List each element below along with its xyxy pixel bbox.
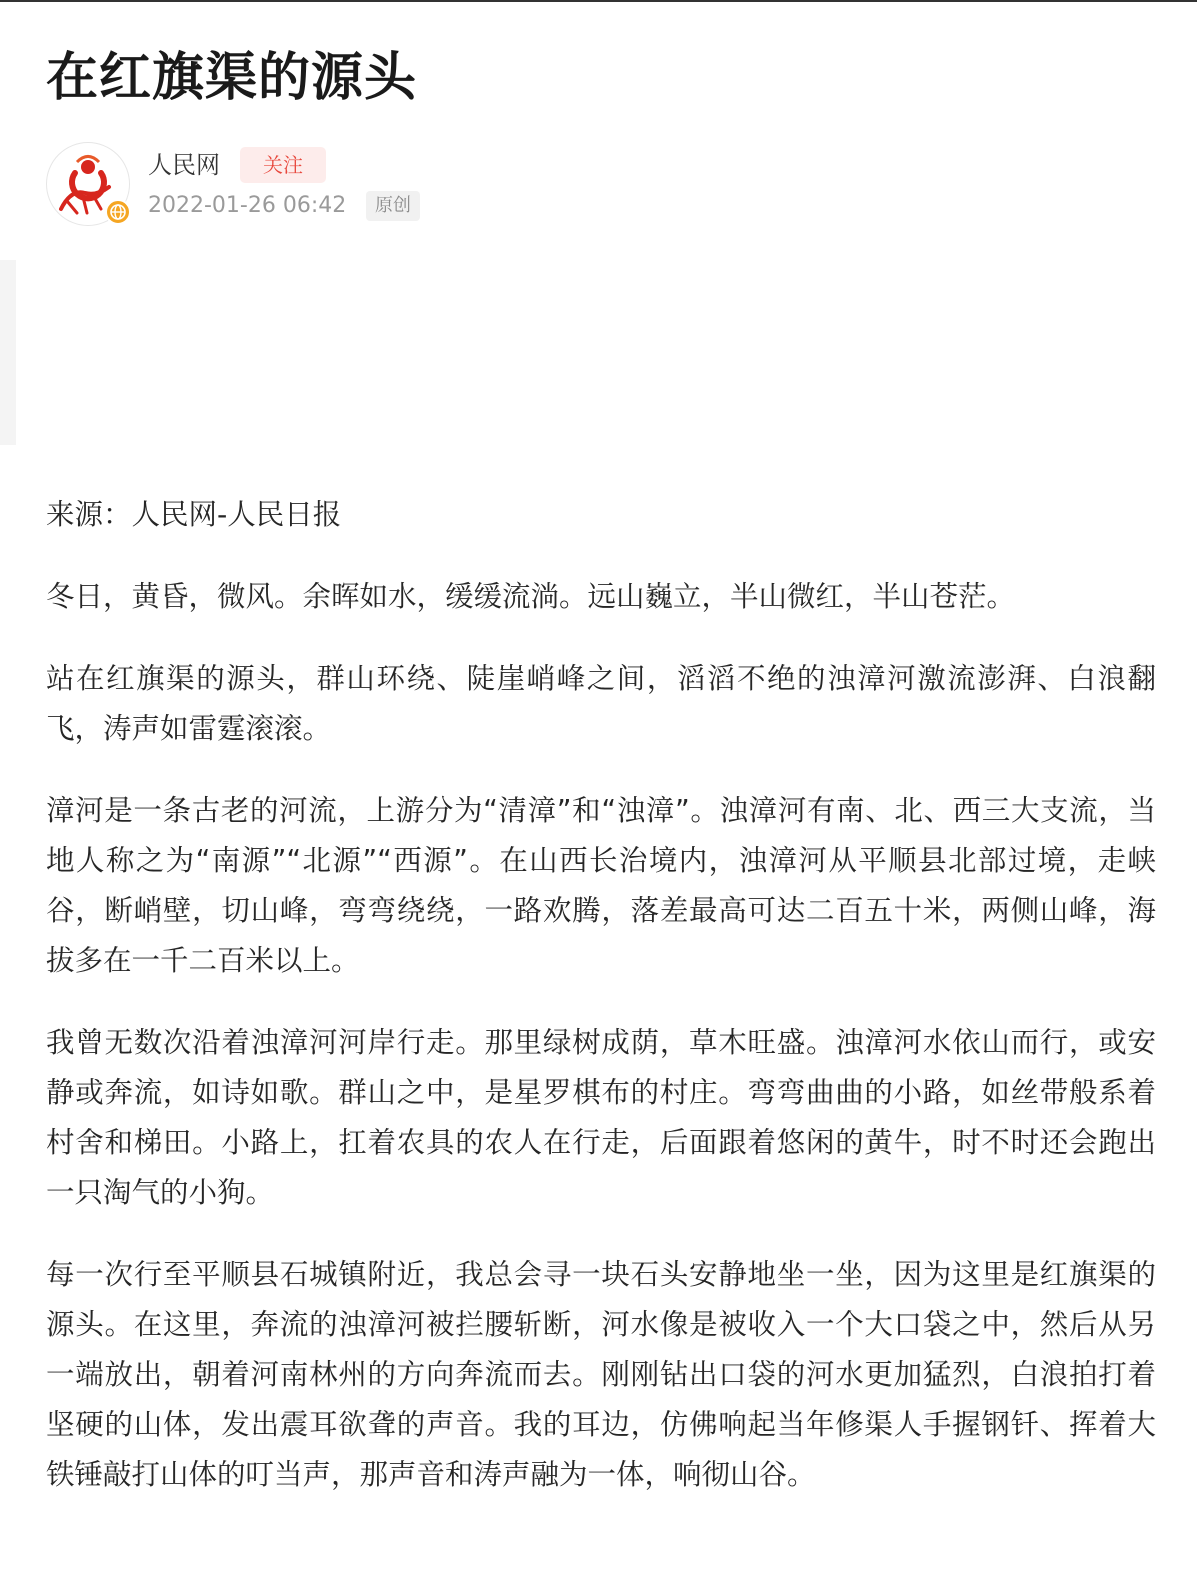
article-paragraph-5: 每一次行至平顺县石城镇附近，我总会寻一块石头安静地坐一坐，因为这里是红旗渠的源头。在这里，奔流的浊漳河被拦腰斩断，河水像是被收入一个大口袋之中，然后从另一端放出，朝着河南林州的方向奔流而去。刚刚钻出口袋的河水更加猛烈，白浪拍打着坚硬的山体，发出震耳欲聋的声音。我的耳边，仿佛响起当年修渠人手握钢钎、挥着大铁锤敲打山体的叮当声，那声音和涛声融为一体，响彻山谷。 [46,1258,1156,1491]
article-paragraph-3: 漳河是一条古老的河流，上游分为“清漳”和“浊漳”。浊漳河有南、北、西三大支流，当地人称之为“南源”“北源”“西源”。在山西长治境内，浊漳河从平顺县北部过境，走峡谷，断峭壁，切山峰，弯弯绕绕，一路欢腾，落差最高可达二百五十米，两侧山峰，海拔多在一千二百米以上。 [46,794,1156,977]
original-badge: 原创 [366,191,420,221]
globe-badge-icon [105,199,131,225]
article-title: 在红旗渠的源头 [46,48,418,108]
author-name[interactable]: 人民网 [148,151,220,179]
article-paragraph-1: 冬日，黄昏，微风。余晖如水，缓缓流淌。远山巍立，半山微红，半山苍茫。 [46,580,1016,613]
author-avatar[interactable] [46,142,130,226]
article-paragraph-2: 站在红旗渠的源头，群山环绕、陡崖峭峰之间，滔滔不绝的浊漳河激流澎湃、白浪翻飞，涛声如雷霆滚滚。 [46,662,1156,745]
image-placeholder-edge [0,260,16,445]
article-source: 来源：人民网-人民日报 [46,498,342,531]
follow-button[interactable]: 关注 [240,147,326,183]
article-body [46,490,1156,1532]
publish-time: 2022-01-26 06:42 [148,193,347,218]
top-border [0,0,1197,2]
article-paragraph-4: 我曾无数次沿着浊漳河河岸行走。那里绿树成荫，草木旺盛。浊漳河水依山而行，或安静或奔流，如诗如歌。群山之中，是星罗棋布的村庄。弯弯曲曲的小路，如丝带般系着村舍和梯田。小路上，扛着农具的农人在行走，后面跟着悠闲的黄牛，时不时还会跑出一只淘气的小狗。 [46,1026,1156,1209]
